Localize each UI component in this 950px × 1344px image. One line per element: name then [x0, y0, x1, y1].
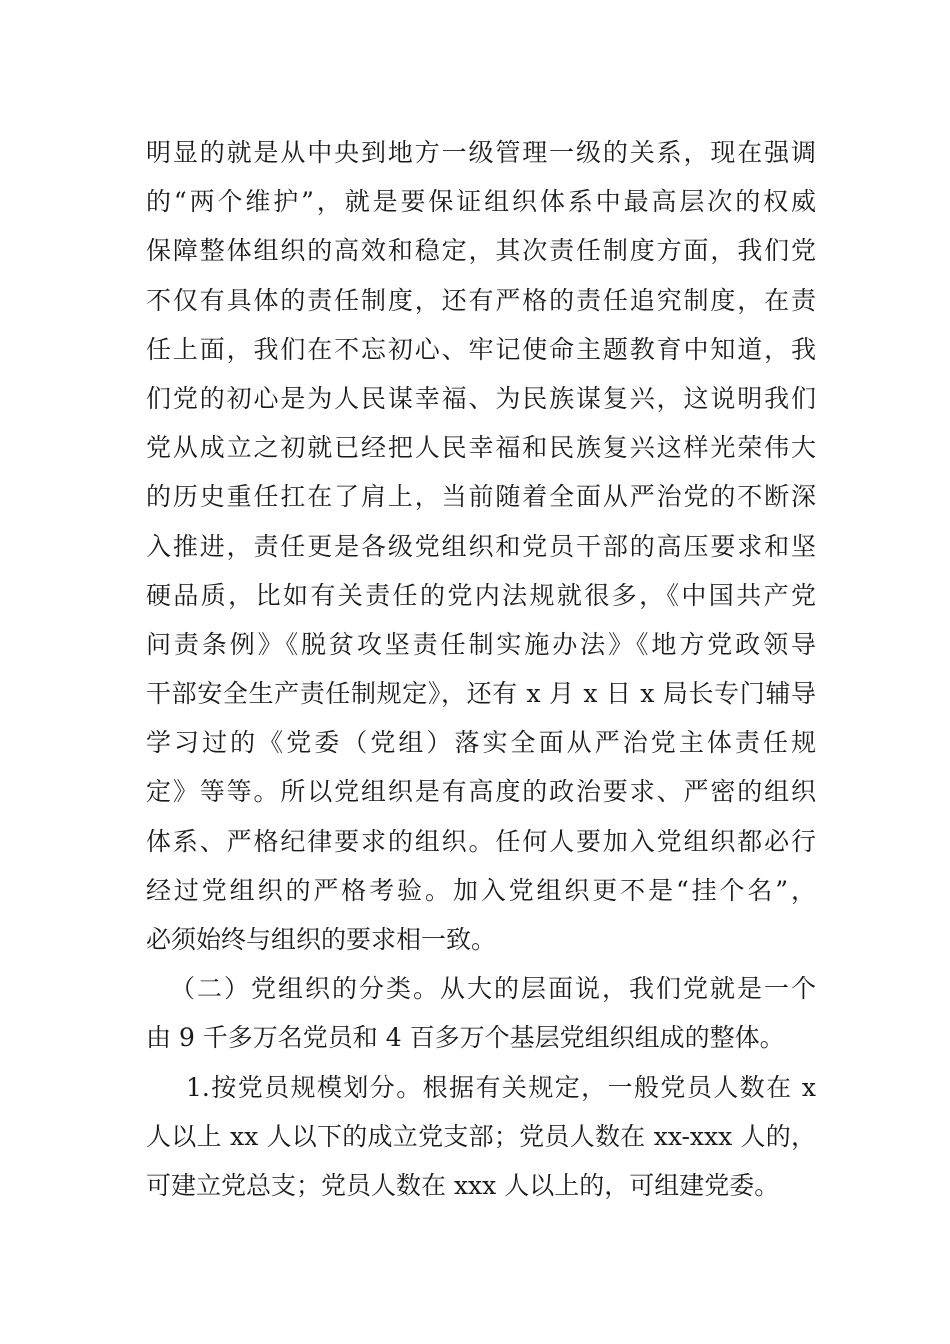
text-line: 们党的初心是为人民谋幸福、为民族谋复兴，这说明我们 [146, 383, 816, 413]
text-line: 问责条例》《脱贫攻坚责任制实施办法》《地方党政领导 [146, 629, 816, 659]
text-line: 可建立党总支；党员人数在 xxx 人以上的，可组建党委。 [146, 1170, 780, 1200]
text-line: 必须始终与组织的要求相一致。 [146, 925, 497, 954]
text-line: 明显的就是从中央到地方一级管理一级的关系，现在强调 [146, 138, 816, 167]
text-line: 的历史重任扛在了肩上，当前随着全面从严治党的不断深 [146, 482, 816, 512]
text-line: 入推进，责任更是各级党组织和党员干部的高压要求和坚 [146, 531, 816, 561]
text-line: 由 9 千多万名党员和 4 百多万个基层党组织组成的整体。 [146, 1023, 785, 1053]
text-line: 人以上 xx 人以下的成立党支部；党员人数在 xx-xxx 人的， [146, 1121, 816, 1151]
text-line: 的“两个维护”，就是要保证组织体系中最高层次的权威 [146, 187, 816, 217]
text-line: 体系、严格纪律要求的组织。任何人要加入党组织都必行 [146, 826, 816, 856]
text-line: 硬品质，比如有关责任的党内法规就很多，《中国共产党 [146, 580, 816, 610]
subsection-line: 1.按党员规模划分。根据有关规定，一般党员人数在 x [186, 1072, 816, 1102]
text-line: 保障整体组织的高效和稳定，其次责任制度方面，我们党 [146, 236, 816, 266]
text-line: 不仅有具体的责任制度，还有严格的责任追究制度，在责 [146, 285, 816, 315]
text-line: 干部安全生产责任制规定》，还有 x 月 x 日 x 局长专门辅导 [146, 679, 816, 709]
section-heading-line: （二）党组织的分类。从大的层面说，我们党就是一个 [170, 974, 816, 1004]
body-text [146, 128, 816, 1210]
text-line: 学习过的《党委（党组）落实全面从严治党主体责任规 [146, 728, 816, 758]
text-line: 经过党组织的严格考验。加入党组织更不是“挂个名”， [146, 875, 816, 905]
text-line: 党从成立之初就已经把人民幸福和民族复兴这样光荣伟大 [146, 433, 816, 463]
text-line: 任上面，我们在不忘初心、牢记使命主题教育中知道，我 [146, 334, 816, 364]
text-line: 定》等等。所以党组织是有高度的政治要求、严密的组织 [146, 777, 816, 807]
